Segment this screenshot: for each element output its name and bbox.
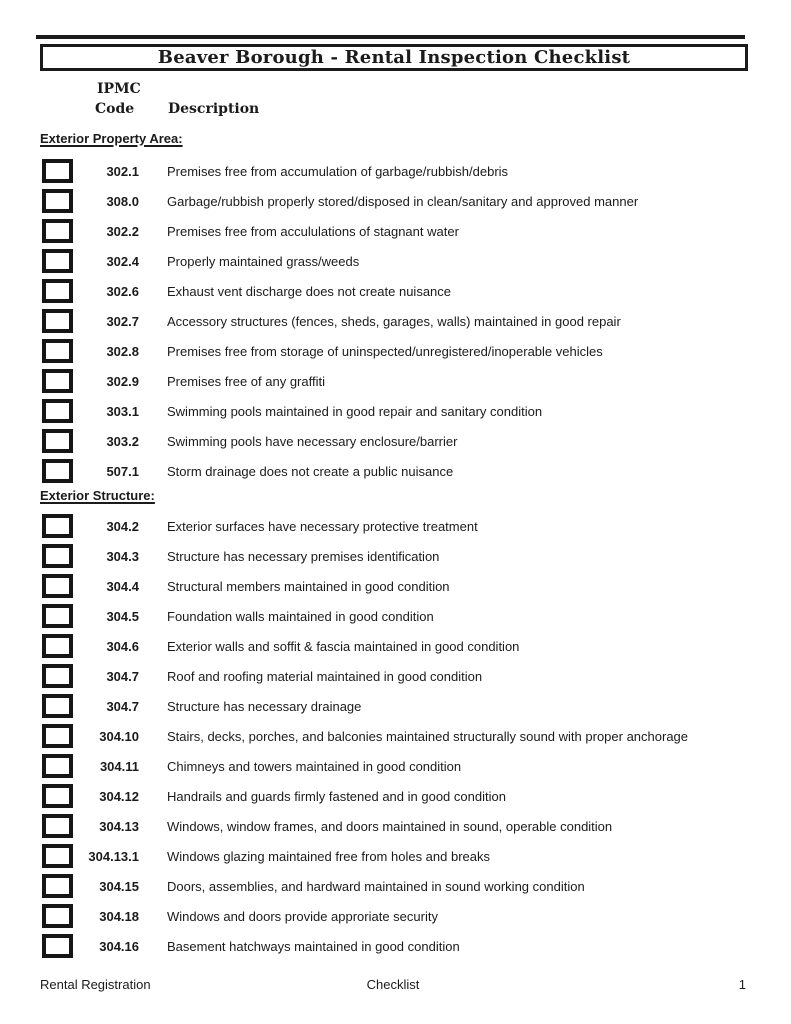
checkbox[interactable]: [42, 634, 73, 658]
ipmc-code: 304.12: [99, 788, 139, 804]
item-description: Structure has necessary premises identification: [167, 548, 440, 564]
item-description: Structure has necessary drainage: [167, 698, 362, 714]
page-title: Beaver Borough - Rental Inspection Checklist: [157, 47, 631, 68]
item-description: Windows, window frames, and doors maintained in sound, operable condition: [167, 818, 613, 834]
checklist-row: [40, 571, 751, 601]
ipmc-code: 304.16: [99, 938, 139, 954]
checkbox[interactable]: [42, 724, 73, 748]
item-description: Storm drainage does not create a public nuisance: [167, 463, 454, 479]
ipmc-code: 302.8: [106, 343, 139, 359]
checkbox[interactable]: [42, 339, 73, 363]
checkbox[interactable]: [42, 574, 73, 598]
checklist-row: [40, 601, 751, 631]
footer-center-text: Checklist: [366, 977, 420, 992]
ipmc-code: 507.1: [106, 463, 139, 479]
checkbox[interactable]: [42, 429, 73, 453]
title-box: [40, 44, 748, 71]
checkbox[interactable]: [42, 664, 73, 688]
item-description: Windows and doors provide approriate security: [167, 908, 438, 924]
item-description: Chimneys and towers maintained in good condition: [167, 758, 462, 774]
checklist-row: [40, 276, 751, 306]
item-description: Handrails and guards firmly fastened and in good condition: [167, 788, 506, 804]
item-description: Exhaust vent discharge does not create nuisance: [167, 283, 452, 299]
checklist-row: [40, 871, 751, 901]
checkbox[interactable]: [42, 694, 73, 718]
ipmc-column-header-line1: IPMC: [97, 81, 141, 97]
ipmc-code: 302.6: [106, 283, 139, 299]
ipmc-code: 304.7: [106, 668, 139, 684]
item-description: Swimming pools maintained in good repair and sanitary condition: [167, 403, 543, 419]
ipmc-code: 308.0: [106, 193, 139, 209]
item-description: Premises free of any graffiti: [167, 373, 325, 389]
ipmc-code: 304.13: [99, 818, 139, 834]
checklist-row: [40, 366, 751, 396]
item-description: Garbage/rubbish properly stored/disposed in clean/sanitary and approved manner: [167, 193, 639, 209]
item-description: Stairs, decks, porches, and balconies maintained structurally sound with proper anchorage: [167, 728, 689, 744]
ipmc-code: 304.18: [99, 908, 139, 924]
item-description: Basement hatchways maintained in good condition: [167, 938, 460, 954]
checklist-row: [40, 156, 751, 186]
item-description: Premises free from storage of uninspected/unregistered/inoperable vehicles: [167, 343, 603, 359]
ipmc-code: 304.6: [106, 638, 139, 654]
ipmc-code: 302.4: [106, 253, 139, 269]
checkbox[interactable]: [42, 249, 73, 273]
checklist-row: [40, 781, 751, 811]
checkbox[interactable]: [42, 219, 73, 243]
item-description: Exterior surfaces have necessary protective treatment: [167, 518, 478, 534]
ipmc-code: 302.7: [106, 313, 139, 329]
ipmc-code: 304.15: [99, 878, 139, 894]
description-column-header: Description: [168, 101, 260, 117]
section-exterior-property-area: [40, 131, 751, 486]
ipmc-code: 304.5: [106, 608, 139, 624]
ipmc-code: 303.1: [106, 403, 139, 419]
item-description: Windows glazing maintained free from holes and breaks: [167, 848, 491, 864]
ipmc-code: 304.2: [106, 518, 139, 534]
checkbox[interactable]: [42, 784, 73, 808]
checkbox[interactable]: [42, 309, 73, 333]
ipmc-code: 304.10: [99, 728, 139, 744]
ipmc-column-header-line2: Code: [95, 101, 135, 117]
checkbox[interactable]: [42, 189, 73, 213]
section-heading: Exterior Property Area:: [40, 131, 183, 146]
section-rows: [40, 156, 751, 486]
item-description: Exterior walls and soffit & fascia maintained in good condition: [167, 638, 520, 654]
section-exterior-structure: [40, 488, 751, 961]
checklist-row: [40, 246, 751, 276]
checkbox[interactable]: [42, 934, 73, 958]
ipmc-code: 304.3: [106, 548, 139, 564]
checklist-row: [40, 541, 751, 571]
item-description: Roof and roofing material maintained in good condition: [167, 668, 483, 684]
checklist-row: [40, 751, 751, 781]
ipmc-code: 304.11: [99, 758, 139, 774]
item-description: Premises free from accumulation of garbage/rubbish/debris: [167, 163, 509, 179]
checklist-row: [40, 721, 751, 751]
checklist-row: [40, 186, 751, 216]
item-description: Swimming pools have necessary enclosure/barrier: [167, 433, 458, 449]
checkbox[interactable]: [42, 279, 73, 303]
checklist-row: [40, 691, 751, 721]
checklist-row: [40, 901, 751, 931]
footer-page-number: 1: [738, 977, 746, 992]
item-description: Doors, assemblies, and hardward maintained in sound working condition: [167, 878, 585, 894]
checkbox[interactable]: [42, 904, 73, 928]
checklist-row: [40, 631, 751, 661]
footer-left-text: Rental Registration: [40, 977, 151, 992]
checklist-row: [40, 456, 751, 486]
checkbox[interactable]: [42, 369, 73, 393]
checklist-row: [40, 841, 751, 871]
checklist-row: [40, 306, 751, 336]
top-divider-rule: [36, 35, 745, 39]
checklist-row: [40, 931, 751, 961]
ipmc-code: 304.13.1: [88, 848, 139, 864]
checklist-row: [40, 661, 751, 691]
section-heading: Exterior Structure:: [40, 488, 155, 503]
checkbox[interactable]: [42, 874, 73, 898]
ipmc-code: 302.9: [106, 373, 139, 389]
ipmc-code: 304.4: [106, 578, 139, 594]
item-description: Properly maintained grass/weeds: [167, 253, 360, 269]
checklist-row: [40, 511, 751, 541]
ipmc-code: 303.2: [106, 433, 139, 449]
item-description: Accessory structures (fences, sheds, garages, walls) maintained in good repair: [167, 313, 621, 329]
ipmc-code: 302.2: [106, 223, 139, 239]
checkbox[interactable]: [42, 459, 73, 483]
checkbox[interactable]: [42, 604, 73, 628]
checkbox[interactable]: [42, 544, 73, 568]
checklist-content: [40, 131, 751, 961]
checklist-row: [40, 216, 751, 246]
checkbox[interactable]: [42, 754, 73, 778]
checkbox[interactable]: [42, 514, 73, 538]
page-footer: [40, 977, 746, 992]
item-description: Premises free from accululations of stagnant water: [167, 223, 459, 239]
checkbox[interactable]: [42, 399, 73, 423]
ipmc-code: 302.1: [106, 163, 139, 179]
item-description: Structural members maintained in good condition: [167, 578, 450, 594]
ipmc-code: 304.7: [106, 698, 139, 714]
checklist-row: [40, 811, 751, 841]
checkbox[interactable]: [42, 844, 73, 868]
checkbox[interactable]: [42, 814, 73, 838]
item-description: Foundation walls maintained in good condition: [167, 608, 434, 624]
checklist-row: [40, 336, 751, 366]
checklist-row: [40, 426, 751, 456]
checkbox[interactable]: [42, 159, 73, 183]
section-rows: [40, 511, 751, 961]
checklist-row: [40, 396, 751, 426]
